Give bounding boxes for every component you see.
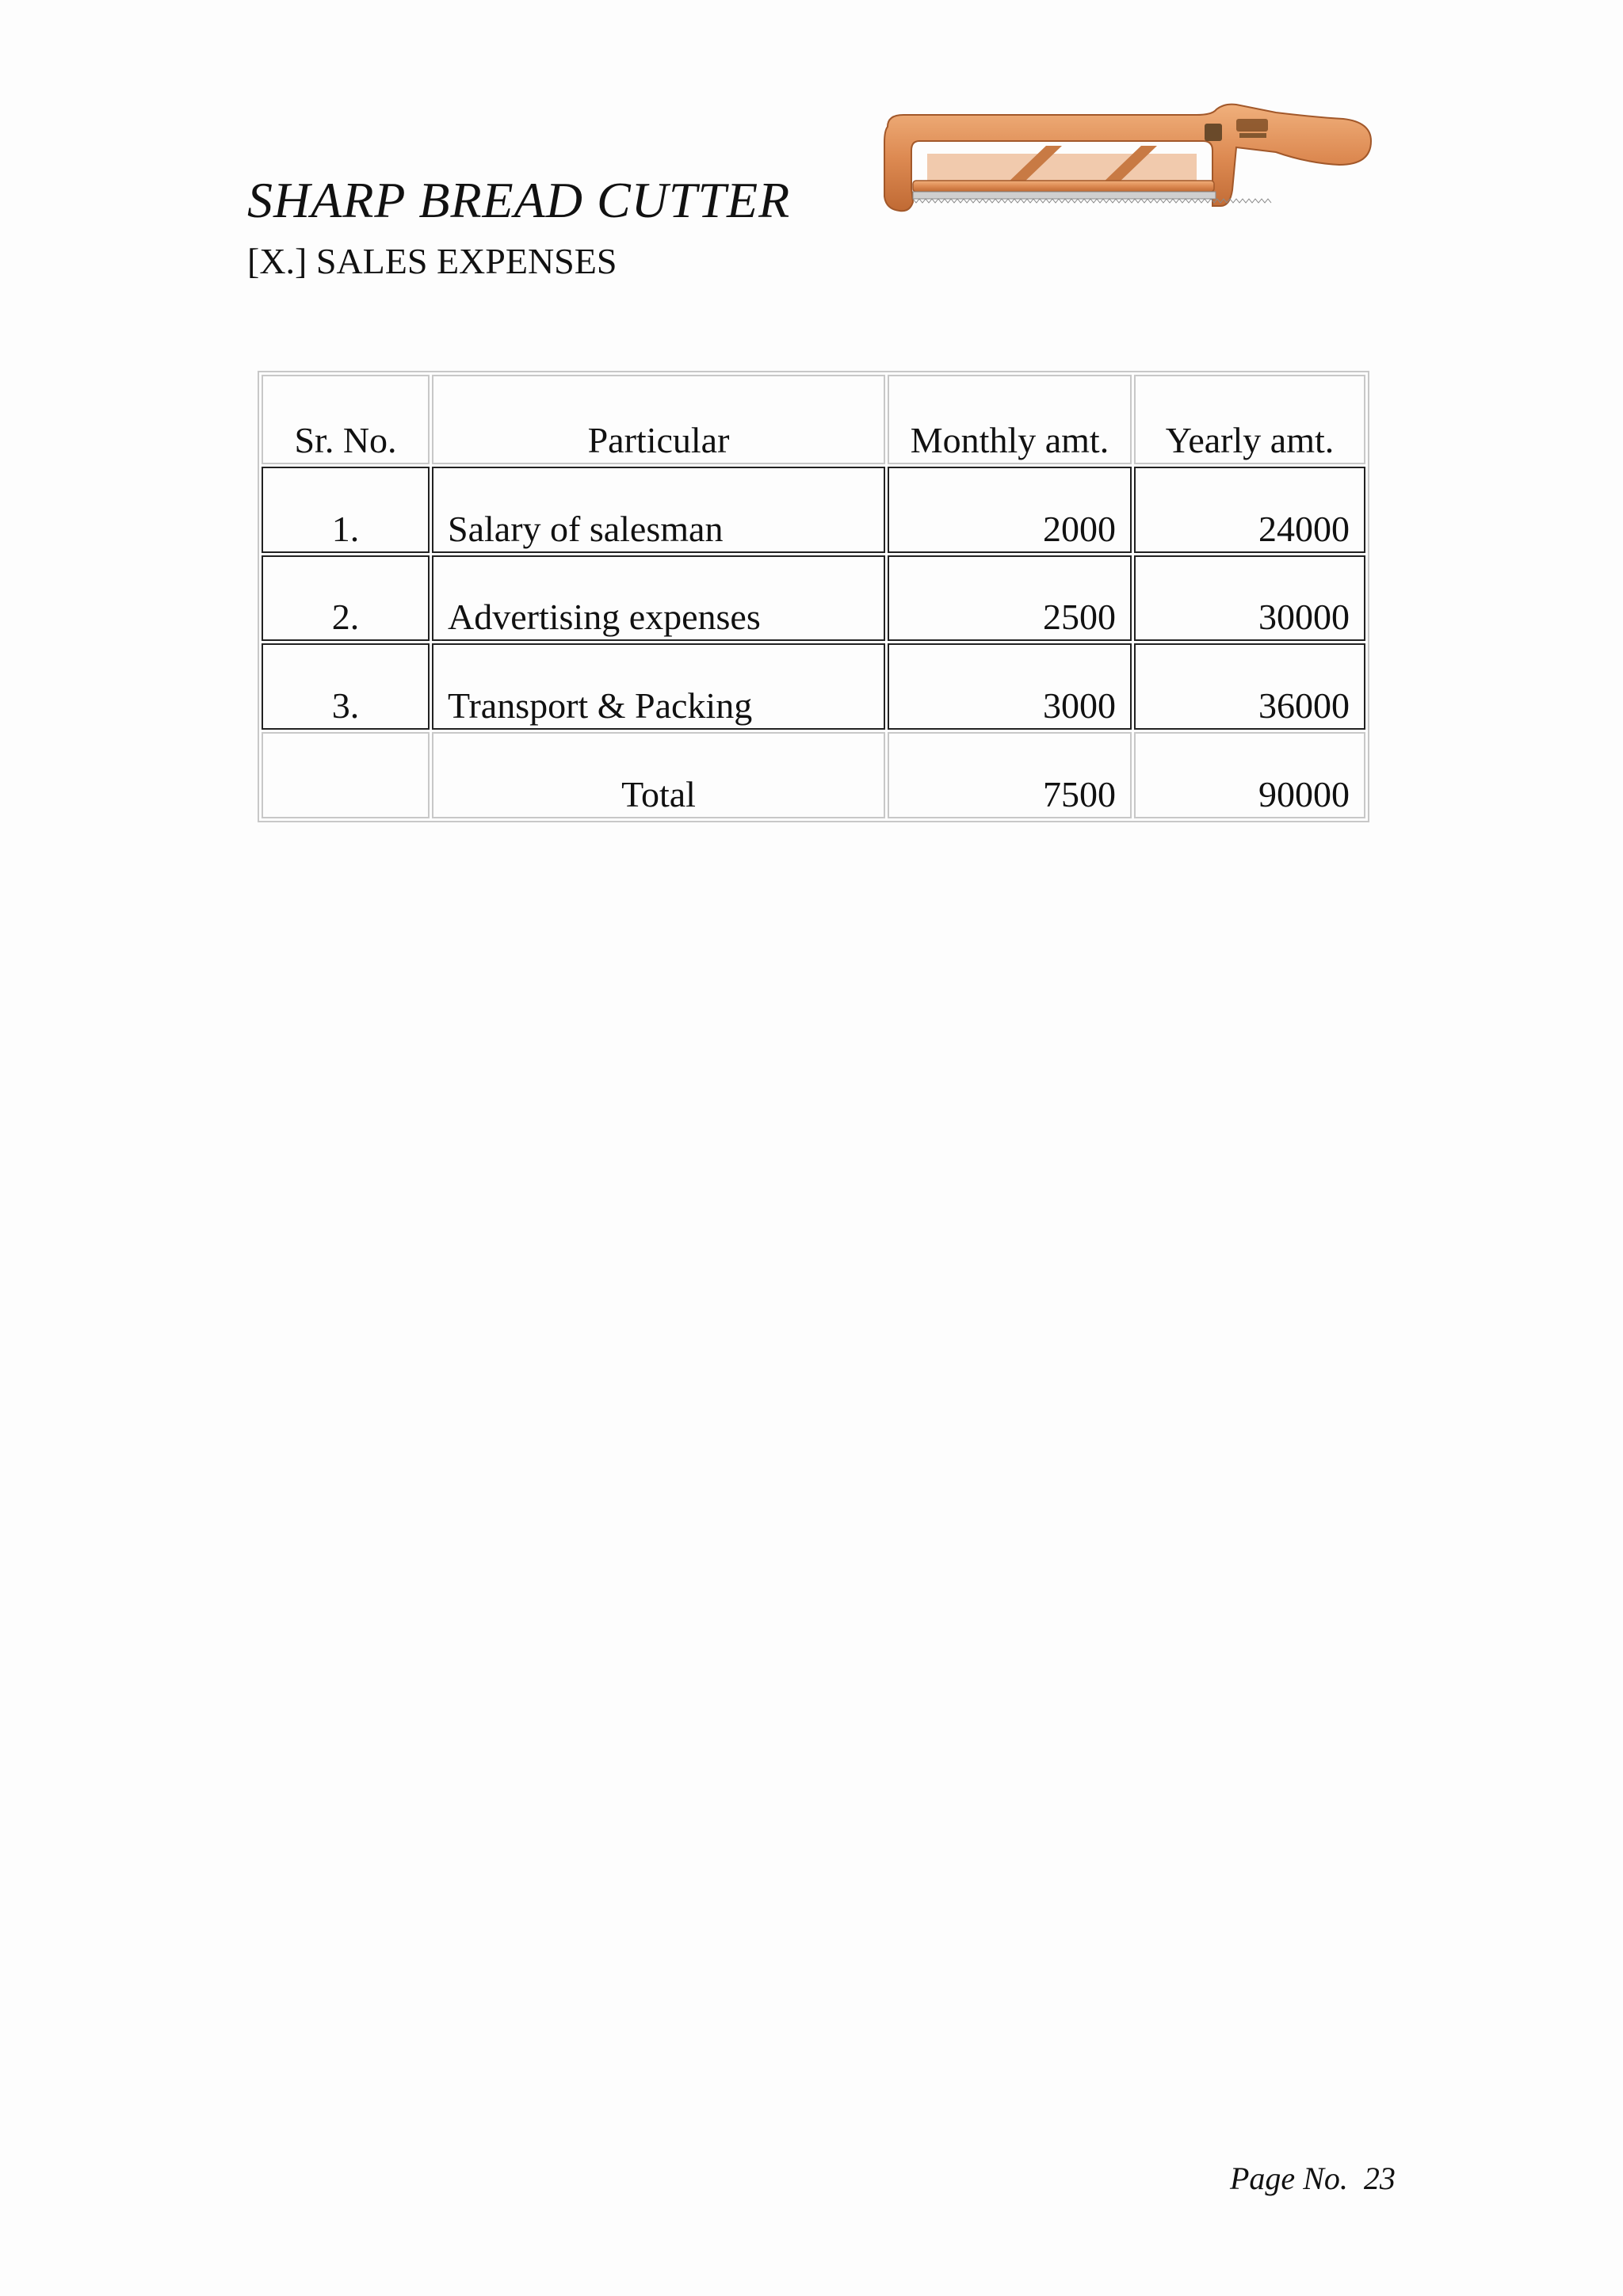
total-label: Total	[432, 732, 885, 818]
page-label: Page No.	[1230, 2161, 1348, 2196]
cell-particular: Salary of salesman	[432, 467, 885, 553]
cell-yearly-amt: 30000	[1134, 555, 1365, 642]
page-number-value: 23	[1363, 2161, 1396, 2196]
cell-monthly-amt: 2500	[888, 555, 1132, 642]
table-total-row	[262, 732, 1365, 818]
total-monthly-amt: 7500	[888, 732, 1132, 818]
page-footer	[1230, 2160, 1396, 2197]
header-monthly-amt: Monthly amt.	[888, 375, 1132, 464]
cell-particular: Advertising expenses	[432, 555, 885, 642]
cell-sr-no: 1.	[262, 467, 430, 553]
table-row	[262, 555, 1365, 642]
document-title: SHARP BREAD CUTTER	[247, 172, 791, 228]
total-yearly-amt: 90000	[1134, 732, 1365, 818]
sales-expenses-table	[258, 371, 1369, 822]
header-sr-no: Sr. No.	[262, 375, 430, 464]
bread-cutter-image	[864, 95, 1379, 222]
section-heading: [X.] SALES EXPENSES	[247, 241, 617, 281]
header-yearly-amt: Yearly amt.	[1134, 375, 1365, 464]
cell-sr-no: 2.	[262, 555, 430, 642]
cell-yearly-amt: 24000	[1134, 467, 1365, 553]
cell-monthly-amt: 3000	[888, 643, 1132, 730]
table-row	[262, 467, 1365, 553]
cell-monthly-amt: 2000	[888, 467, 1132, 553]
cell-sr-no: 3.	[262, 643, 430, 730]
cell-yearly-amt: 36000	[1134, 643, 1365, 730]
table-row	[262, 643, 1365, 730]
header-particular: Particular	[432, 375, 885, 464]
cell-particular: Transport & Packing	[432, 643, 885, 730]
total-sr-no	[262, 732, 430, 818]
table-header-row	[262, 375, 1365, 464]
